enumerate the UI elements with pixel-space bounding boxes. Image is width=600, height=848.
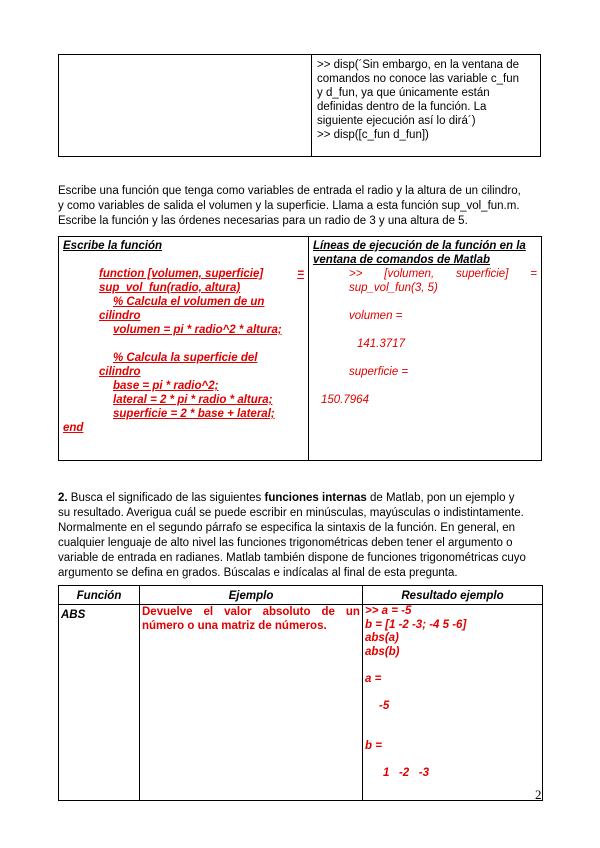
top-line: siguiente ejecución así lo dirá´) <box>317 115 476 127</box>
exec-line: >> <box>349 268 363 280</box>
code-line: volumen = pi * radio^2 * altura; <box>113 324 282 336</box>
code-line: cilindro <box>99 366 141 378</box>
example-cell <box>140 605 363 801</box>
code-line: function [volumen, superficie] <box>99 268 264 280</box>
top-line: >> disp(´Sin embargo, en la ventana de <box>317 59 520 71</box>
top-line: >> disp([c_fun d_fun]) <box>317 129 429 141</box>
example-word: un <box>345 606 360 618</box>
function-name: ABS <box>61 609 86 621</box>
exec-line: superficie] <box>455 268 509 280</box>
exec-lines <box>313 267 537 407</box>
code-line: lateral = 2 * pi * radio * altura; <box>113 394 273 406</box>
right-header: ventana de comandos de Matlab <box>313 254 491 266</box>
function-code <box>63 267 304 435</box>
code-line: cilindro <box>99 310 141 322</box>
example-word: absoluto <box>262 606 311 618</box>
exec-line: [volumen, <box>384 268 435 280</box>
example-line: número o una matriz de números. <box>142 620 327 632</box>
function-name-cell <box>59 605 140 801</box>
exercise1-line: y como variables de salida el volumen y la superficie. Llama a esta función sup_vol_fun.m. <box>58 200 520 212</box>
exec-line: superficie = <box>349 366 409 378</box>
exercise2-text-bold: funciones internas <box>264 492 367 504</box>
code-line: % Calcula la superficie del <box>113 352 258 364</box>
top-table-right-cell <box>312 55 541 157</box>
exercise2-line: cualquier lenguaje de alto nivel las funciones trigonométricas deben tener el argumento o <box>58 537 513 549</box>
result-line: >> a = -5 <box>365 605 412 617</box>
exec-line: 150.7964 <box>321 394 369 406</box>
exec-line: 141.3717 <box>357 338 405 350</box>
result-line: -5 <box>379 699 390 712</box>
exec-line: volumen = <box>349 310 403 322</box>
result-line: a = <box>365 672 382 685</box>
exercise2-text <box>58 491 548 581</box>
exercise1-line: Escribe la función y las órdenes necesarias para un radio de 3 y una altura de 5. <box>58 215 468 227</box>
example-word: el <box>203 606 214 618</box>
top-line: comandos no conoce las variable c_fun <box>317 73 520 85</box>
page-number: 2 <box>535 787 542 802</box>
exercise2-line: variable de entrada en radianes. Matlab también dispone de funciones trigonométricas cuyo <box>58 552 526 564</box>
exercise1-text <box>58 184 548 229</box>
code-line: % Calcula el volumen de un <box>113 296 265 308</box>
result-line: b = [1 -2 -3; -4 5 -6] <box>365 618 467 631</box>
example-word: valor <box>224 606 252 618</box>
exec-line: sup_vol_fun(3, 5) <box>349 282 438 294</box>
exec-line: = <box>530 268 537 280</box>
exercise2-number: 2. <box>58 492 68 504</box>
code-line: end <box>63 422 84 434</box>
example-word: Devuelve <box>142 606 193 618</box>
top-line: definidas dentro de la función. La <box>317 101 487 113</box>
code-line: base = pi * radio^2; <box>113 380 219 392</box>
function-table <box>58 236 542 461</box>
exercise1-line: Escribe una función que tenga como variables de entrada el radio y la altura de un cilindro, <box>58 185 521 197</box>
right-header: Líneas de ejecución de la función en la <box>313 240 526 252</box>
top-table <box>58 54 541 157</box>
example-word: de <box>321 606 335 618</box>
result-line: abs(b) <box>365 645 400 658</box>
result-line: 1 -2 -3 <box>383 767 430 779</box>
left-header: Escribe la función <box>63 240 163 252</box>
header-ejemplo: Ejemplo <box>140 586 363 605</box>
code-line: superficie = 2 * base + lateral; <box>113 408 275 420</box>
header-funcion: Función <box>59 586 140 605</box>
exercise2-text-post: de Matlab, pon un ejemplo y <box>369 492 515 504</box>
result-line: abs(a) <box>365 632 399 644</box>
result-line: b = <box>365 740 382 752</box>
exercise2-line: su resultado. Averigua cuál se puede escribir en minúsculas, mayúsculas o indistintamente. <box>58 507 524 519</box>
header-resultado: Resultado ejemplo <box>363 586 543 605</box>
exercise2-text-pre: Busca el significado de las siguientes <box>70 492 262 504</box>
exercise2-line: Normalmente en el segundo párrafo se especifica la sintaxis de la función. En general, en <box>58 522 516 534</box>
code-line: sup_vol_fun(radio, altura) <box>99 282 241 294</box>
code-line: = <box>297 268 304 280</box>
top-table-left-cell <box>59 55 312 157</box>
function-exec-cell <box>309 237 542 461</box>
exercise2-first-line <box>58 491 548 506</box>
top-line: y d_fun, ya que únicamente están <box>317 87 490 99</box>
exercise2-line: argumento se defina en grados. Búscalas e indícalas al final de esta pregunta. <box>58 567 458 579</box>
result-cell <box>363 605 543 801</box>
function-code-cell <box>59 237 309 461</box>
function-list-table <box>58 585 543 801</box>
